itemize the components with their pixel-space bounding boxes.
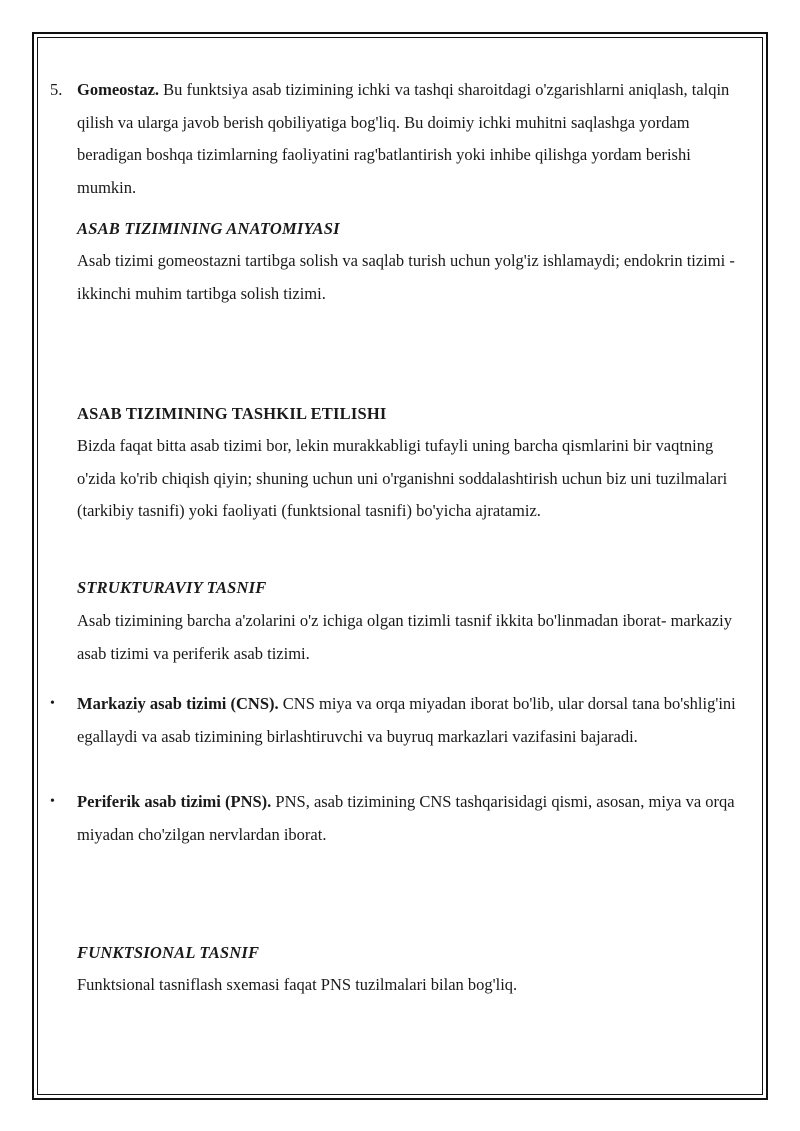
bullet-text (77, 786, 740, 851)
item-term: Gomeostaz. (77, 80, 160, 99)
bullet-term: Markaziy asab tizimi (CNS). (77, 694, 279, 713)
paragraph-organization: Bizda faqat bitta asab tizimi bor, lekin murakkabligi tufayli uning barcha qismlarini bir vaqtning o'zida ko'rib chiqish qiyin; shuning uchun uni o'rganishni soddalashtirish uchun biz uni tuzilmalari (tarkibiy tasnifi) yoki faoliyati (funktsional tasnifi) bo'yicha ajratamiz. (77, 436, 728, 520)
paragraph-structural: Asab tizimining barcha a'zolarini o'z ichiga olgan tizimli tasnif ikkita bo'linmadan iborat- markaziy asab tizimi va periferik asab tizimi. (77, 611, 732, 663)
heading-anatomy: ASAB TIZIMINING ANATOMIYASI (77, 219, 340, 238)
item-text (77, 74, 740, 204)
bullet-body: PNS, asab tizimining CNS tashqarisidagi qismi, asosan, miya va orqa miyadan cho'zilgan nervlardan iborat. (77, 792, 735, 844)
paragraph-anatomy: Asab tizimi gomeostazni tartibga solish va saqlab turish uchun yolg'iz ishlamaydi; endokrin tizimi - ikkinchi muhim tartibga solish tizimi. (77, 251, 735, 303)
heading-organization: ASAB TIZIMINING TASHKIL ETILISHI (77, 404, 387, 423)
heading-functional: FUNKTSIONAL TASNIF (77, 943, 260, 962)
bullet-body: CNS miya va orqa miyadan iborat bo'lib, ular dorsal tana bo'shlig'ini egallaydi va asab tizimining birlashtiruvchi va buyruq markazlari vazifasini bajaradi. (77, 694, 736, 746)
document-content (40, 40, 760, 1090)
numbered-item-5 (50, 74, 740, 204)
bullet-text (77, 688, 740, 753)
bullet-dot: • (50, 696, 55, 711)
bullet-cns (50, 688, 740, 753)
bullet-term: Periferik asab tizimi (PNS). (77, 792, 272, 811)
item-number: 5. (50, 80, 63, 99)
heading-structural: STRUKTURAVIY TASNIF (77, 578, 267, 597)
bullet-pns (50, 786, 740, 851)
paragraph-functional: Funktsional tasniflash sxemasi faqat PNS tuzilmalari bilan bog'liq. (77, 975, 518, 994)
item-body: Bu funktsiya asab tizimining ichki va tashqi sharoitdagi o'zgarishlarni aniqlash, talqin qilish va ularga javob berish qobiliyatiga bog'liq. Bu doimiy ichki muhitni saqlashga yordam beradigan boshqa tizimlarning faoliyatini rag'batlantirish yoki inhibe qilishga yordam berishi mumkin. (77, 80, 730, 197)
bullet-dot: • (50, 794, 55, 809)
